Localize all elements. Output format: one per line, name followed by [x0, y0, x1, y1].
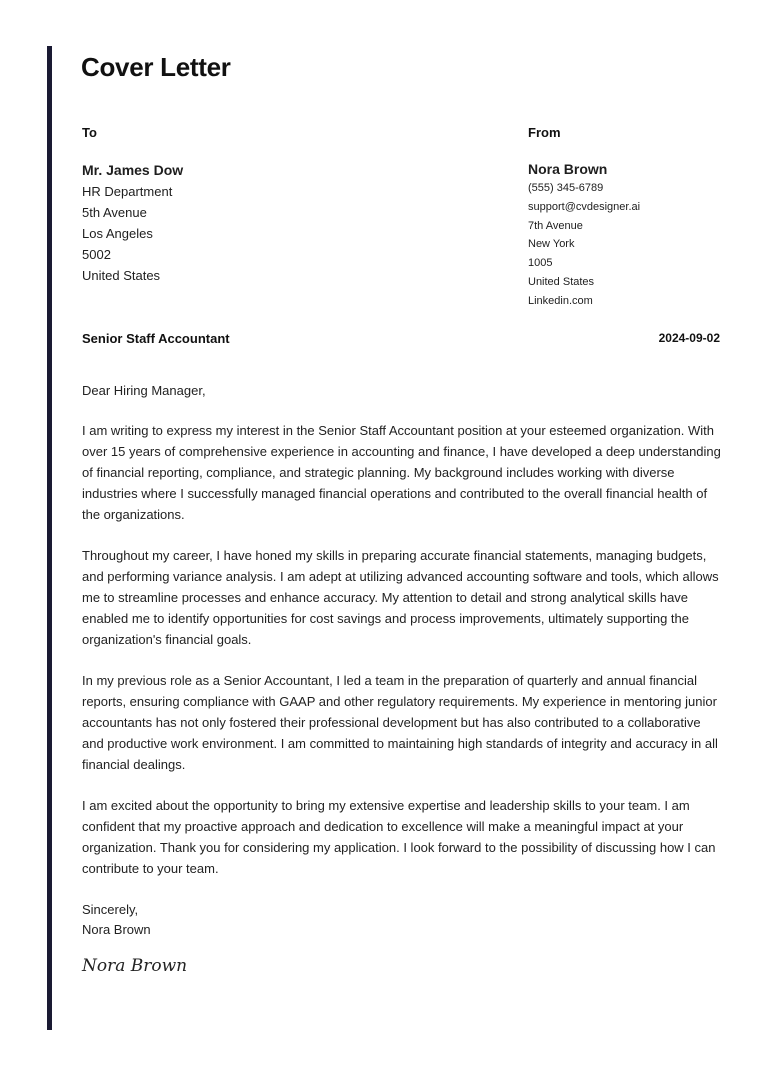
sender-line: 1005 [528, 257, 553, 270]
page-title: Cover Letter [81, 52, 231, 82]
letter-body [82, 380, 722, 899]
paragraph: I am writing to express my interest in the Senior Staff Accountant position at your esteemed organization. With over 15 years of comprehensive experience in accounting and finance, I have developed a deep understanding of financial reporting, compliance, and strategic planning. My background includes working with diverse industries where I successfully managed financial operations and contributed to the overall financial health of the organizations. [82, 423, 721, 522]
accent-bar [47, 46, 52, 1030]
letter-date: 2024-09-02 [658, 331, 720, 345]
paragraph: Throughout my career, I have honed my skills in preparing accurate financial statements, managing budgets, and performing variance analysis. I am adept at utilizing advanced accounting software and tools, which allows me to streamline processes and enhance accuracy. My attention to detail and strong analytical skills have enabled me to identify opportunities for cost savings and process improvements, ultimately supporting the organization's financial goals. [82, 548, 719, 647]
sender-line: United States [528, 275, 595, 288]
recipient-line: HR Department [82, 184, 173, 199]
recipient-line: United States [82, 268, 161, 283]
paragraph: I am excited about the opportunity to bring my extensive expertise and leadership skills to your team. I am confident that my proactive approach and dedication to excellence will make a meaningful impact at your organization. Thank you for considering my application. I look forward to the possibility of discussing how I can contribute to your team. [82, 798, 716, 876]
closing-text: Sincerely, [82, 902, 139, 917]
sender-line: New York [528, 238, 575, 251]
closing-block [82, 900, 151, 940]
sender-linkedin: Linkedin.com [528, 294, 593, 307]
signature [80, 952, 220, 982]
recipient-name: Mr. James Dow [82, 162, 184, 178]
paragraph: In my previous role as a Senior Accountant, I led a team in the preparation of quarterly and annual financial reports, ensuring compliance with GAAP and other regulatory requirements. My experience in mentoring junior accountants has not only fostered their professional development but has also contributed to a collaborative and productive work environment. I am committed to maintaining high standards of integrity and accuracy in all financial dealings. [82, 673, 718, 772]
recipient-label: To [82, 125, 97, 140]
recipient-line: Los Angeles [82, 226, 153, 241]
sender-phone: (555) 345-6789 [528, 182, 604, 194]
sender-label: From [528, 125, 561, 140]
closing-name: Nora Brown [82, 922, 151, 937]
recipient-line: 5th Avenue [82, 205, 147, 220]
sender-contact [528, 160, 640, 311]
sender-name: Nora Brown [528, 161, 608, 177]
position-title: Senior Staff Accountant [82, 331, 230, 346]
sender-email: support@cvdesigner.ai [528, 200, 641, 213]
recipient-line: 5002 [82, 247, 111, 262]
sender-line: 7th Avenue [528, 219, 583, 232]
recipient-address [82, 160, 183, 286]
salutation: Dear Hiring Manager, [82, 383, 206, 398]
signature-text: Nora Brown [82, 956, 188, 976]
